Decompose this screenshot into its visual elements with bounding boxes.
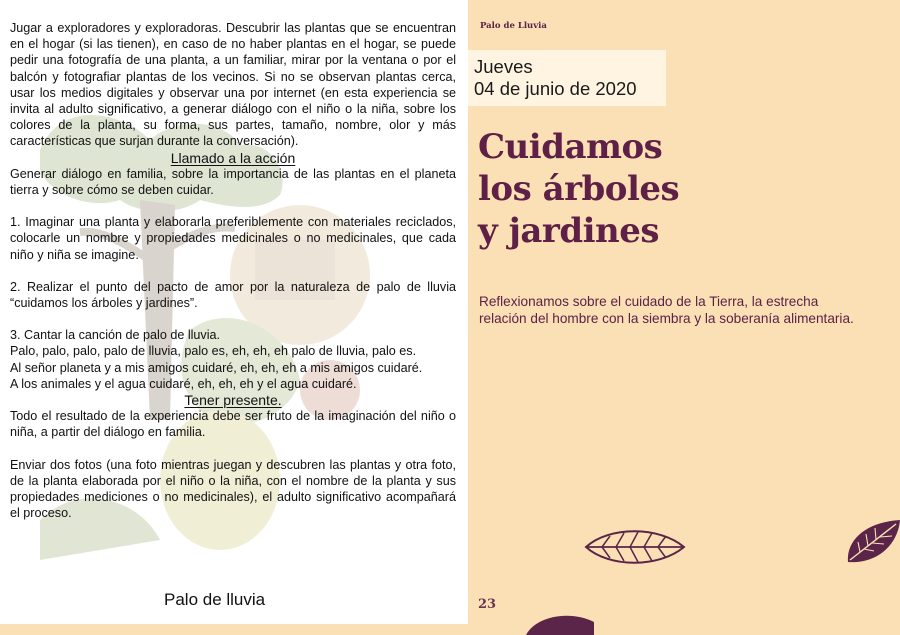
- note-paragraph-1: Todo el resultado de la experiencia debe ser fruto de la imaginación del niño o niña, a partir del diálogo en familia.: [10, 409, 456, 440]
- list-item-1: 1. Imaginar una planta y elaborarla preferiblemente con materiales reciclados, colocarle un nombre y propiedades medicinales o no medicinales, que cada niño y niña se imagine.: [10, 215, 456, 262]
- leaf-outline-icon: [584, 528, 686, 566]
- title-line: Cuidamos: [478, 127, 663, 167]
- date-label: 04 de junio de 2020: [474, 78, 637, 99]
- date-box: [468, 50, 666, 106]
- day-label: Jueves: [474, 56, 533, 77]
- call-intro-paragraph: Generar diálogo en familia, sobre la importancia de las plantas en el planeta tierra y sobre cómo se deben cuidar.: [10, 166, 456, 198]
- activity-text: [10, 20, 456, 521]
- call-to-action-heading: Llamado a la acción: [170, 149, 296, 166]
- intro-paragraph: Jugar a exploradores y exploradoras. Descubrir las plantas que se encuentran en el hogar (si las tienen), en caso de no haber plantas en el hogar, se puede pedir una fotografía de una planta, a un familiar, mirar por la ventana o por el balcón y fotografiar plantas de los vecinos. Si no se observan plantas cerca, usar los medios digitales y observar una por internet (en esta experiencia se invita al adulto significativo, a generar diálogo con el niño o la niña, sobre los colores de la planta, su forma, sus partes, tamaño, nombre, olor y más características que surjan durante la conversación).: [10, 21, 456, 149]
- note-paragraph-2: Enviar dos fotos (una foto mientras juegan y descubren las plantas y otra foto, de la planta elaborada por el niño o la niña, con el nombre de la planta y sus propiedades mediciones o no medicinales), el adulto significativo acompañará el proceso.: [10, 457, 456, 521]
- song-line: Al señor planeta y a mis amigos cuidaré, eh, eh, eh a mis amigos cuidaré.: [10, 360, 423, 375]
- song-line: Palo, palo, palo, palo de lluvia, palo es, eh, eh, eh palo de lluvia, palo es.: [10, 344, 417, 359]
- page-subtitle: Reflexionamos sobre el cuidado de la Tierra, la estrecha relación del hombre con la siembra y la soberanía alimentaria.: [479, 294, 854, 326]
- keep-in-mind-heading: Tener presente.: [184, 392, 282, 409]
- song-line: A los animales y el agua cuidaré, eh, eh, eh y el agua cuidaré.: [10, 376, 357, 391]
- song-block: [10, 327, 456, 392]
- page-title: [478, 126, 738, 252]
- signature: Palo de lluvia: [164, 590, 266, 609]
- leaf-icon: [844, 518, 900, 566]
- page-number: 23: [478, 597, 497, 612]
- leaf-bottom-icon: [524, 612, 596, 635]
- list-item-3: 3. Cantar la canción de palo de lluvia.: [10, 328, 221, 343]
- brand-label: Palo de Lluvia: [480, 21, 547, 31]
- title-line: y jardines: [478, 211, 660, 251]
- list-item-2: 2. Realizar el punto del pacto de amor por la naturaleza de palo de lluvia “cuidamos los árboles y jardines”.: [10, 279, 456, 311]
- title-line: los árboles: [478, 169, 680, 209]
